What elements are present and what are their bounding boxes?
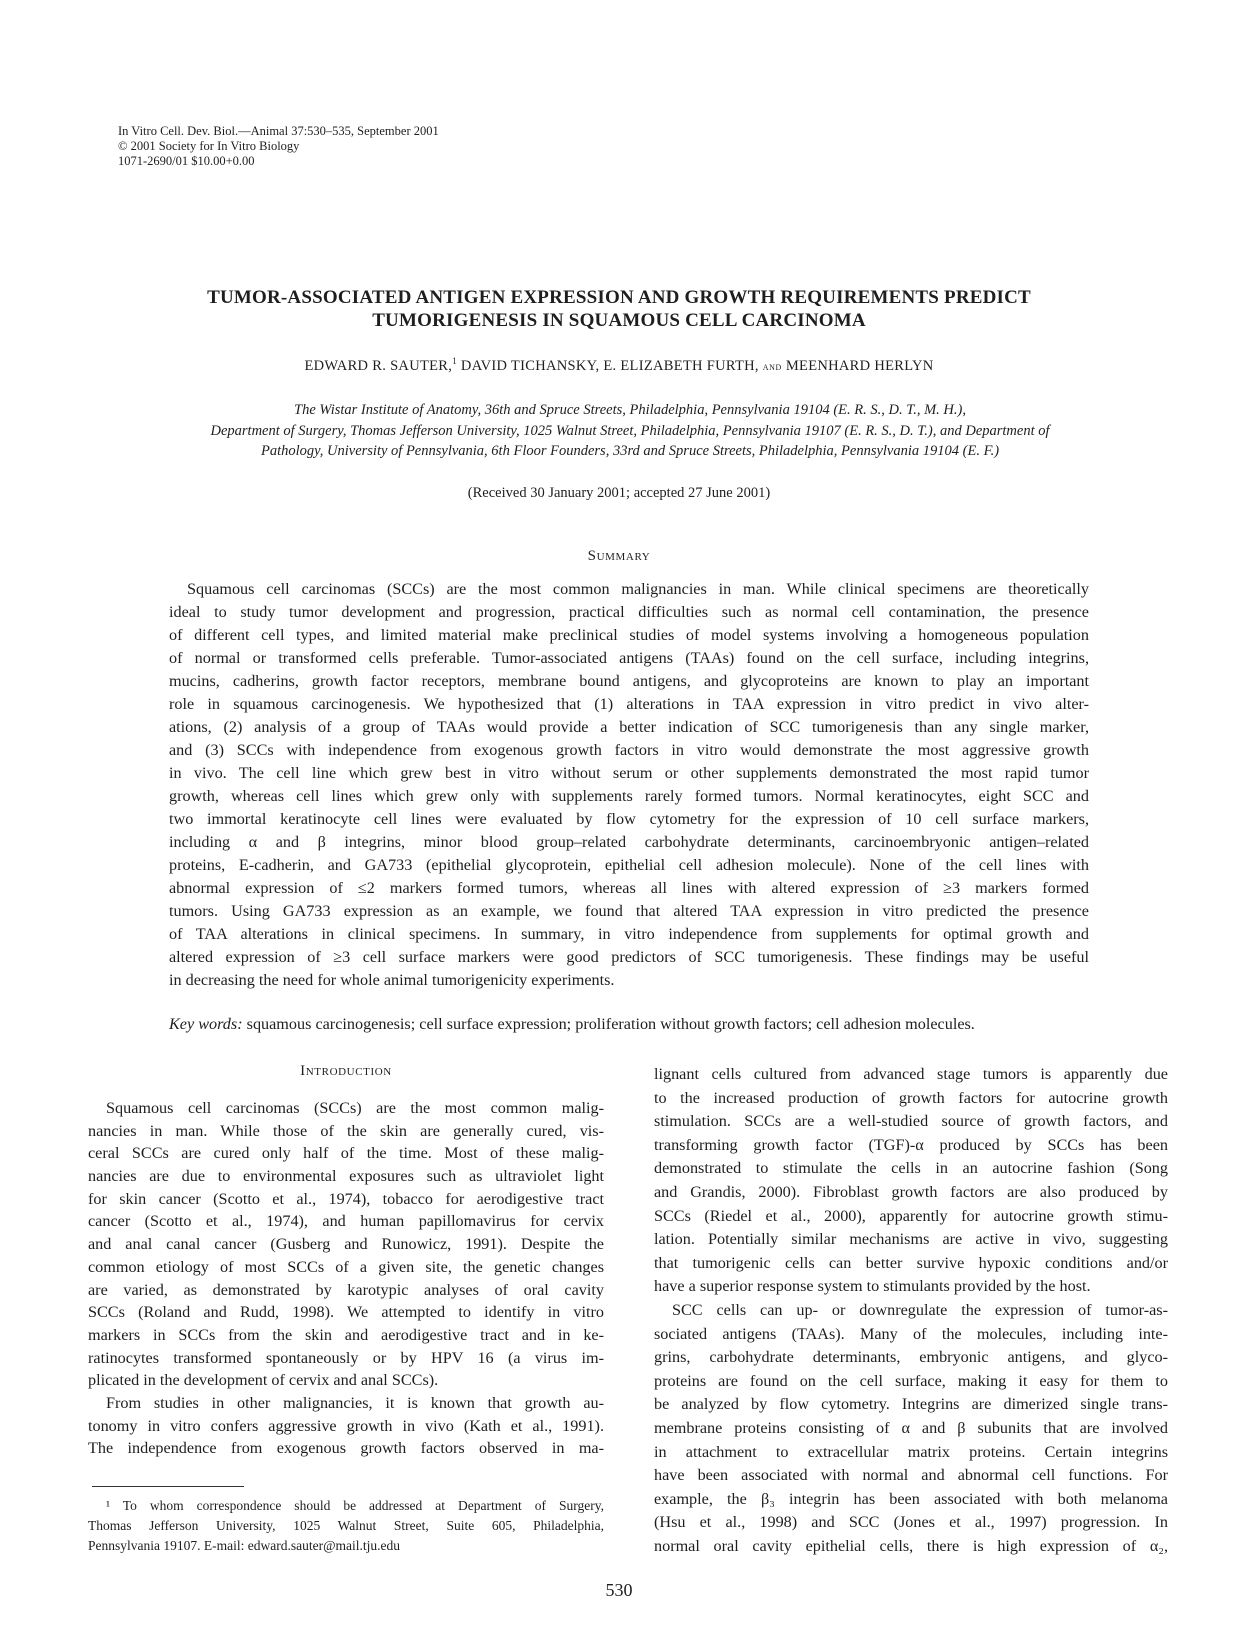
text-line: lation. Potentially similar mechanisms are active in vivo, suggesting	[654, 1230, 1168, 1249]
summary-line: and (3) SCCs with independence from exogenous growth factors in vitro would demonstrate the most aggressive growth	[169, 741, 1089, 759]
text-line: markers in SCCs from the skin and aerodigestive tract and in ke-	[88, 1325, 604, 1344]
text-line: example, the β₃ integrin has been associated with both melanoma	[654, 1489, 1168, 1508]
text-line: nancies in man. While those of the skin are generally cured, vis-	[88, 1121, 604, 1140]
text-line: common etiology of most SCCs of a given site, the genetic changes	[88, 1257, 604, 1276]
summary-line: in vivo. The cell line which grew best in vitro without serum or other supplements demonstrated the most rapid tumor	[169, 764, 1089, 782]
text-line: Squamous cell carcinomas (SCCs) are the most common malig-	[106, 1099, 604, 1117]
title-line-2: TUMORIGENESIS IN SQUAMOUS CELL CARCINOMA	[372, 310, 866, 331]
summary-text	[169, 578, 1089, 992]
text-line: that tumorigenic cells can better survive hypoxic conditions and/or	[654, 1253, 1168, 1272]
introduction-heading: Introduction	[300, 1063, 392, 1079]
footnote	[88, 1496, 604, 1556]
summary-line: abnormal expression of ≤2 markers formed tumors, whereas all lines with altered expression of ≥3 markers formed	[169, 879, 1089, 897]
text-line: plicated in the development of cervix and anal SCCs).	[88, 1371, 439, 1390]
summary-line: growth, whereas cell lines which grew only with supplements rarely formed tumors. Normal keratinocytes, eight SCC and	[169, 787, 1089, 805]
keywords-text: squamous carcinogenesis; cell surface expression; proliferation without growth factors; cell adhesion molecules.	[242, 1015, 975, 1033]
affiliation-line: Pathology, University of Pennsylvania, 6th Floor Founders, 33rd and Spruce Streets, Philadelphia, Pennsylvania 19104 (E. F.)	[260, 443, 1000, 459]
text-line: demonstrated to stimulate the cells in an autocrine fashion (Song	[654, 1159, 1168, 1178]
author-last: MEENHARD HERLYN	[781, 357, 934, 374]
summary-line: two immortal keratinocyte cell lines were evaluated by flow cytometry for the expression of 10 cell surface markers,	[169, 810, 1089, 828]
text-line: SCC cells can up- or downregulate the expression of tumor-as-	[672, 1300, 1168, 1319]
text-line: and Grandis, 2000). Fibroblast growth factors are also produced by	[654, 1182, 1168, 1201]
text-line: nancies are due to environmental exposures such as ultraviolet light	[88, 1167, 604, 1186]
text-line: grins, carbohydrate determinants, embryonic antigens, and glyco-	[654, 1348, 1168, 1367]
journal-header	[118, 124, 439, 169]
text-line: have a superior response system to stimulants provided by the host.	[654, 1277, 1091, 1296]
text-line: transforming growth factor (TGF)-α produced by SCCs has been	[654, 1135, 1168, 1154]
text-line: normal oral cavity epithelial cells, there is high expression of α₂,	[654, 1536, 1168, 1555]
footnote-line: Thomas Jefferson University, 1025 Walnut Street, Suite 605, Philadelphia,	[88, 1518, 604, 1533]
affiliation-line: Department of Surgery, Thomas Jefferson University, 1025 Walnut Street, Philadelphia, Pennsylvania 19107 (E. R. S., D. T.), and Department of	[210, 422, 1050, 439]
text-line: SCCs (Riedel et al., 2000), apparently for autocrine growth stimu-	[654, 1206, 1168, 1225]
footnote-mark: 1	[452, 356, 457, 366]
summary-line: of different cell types, and limited material make preclinical studies of model systems involving a homogeneous population	[169, 626, 1089, 644]
author-1: EDWARD R. SAUTER,	[304, 357, 453, 374]
author-list	[0, 356, 1238, 375]
text-line: membrane proteins consisting of α and β subunits that are involved	[654, 1418, 1168, 1437]
text-line: tonomy in vitro confers aggressive growth in vivo (Kath et al., 1991).	[88, 1416, 604, 1435]
text-line: be analyzed by flow cytometry. Integrins are dimerized single trans-	[654, 1395, 1168, 1414]
title-line-1: TUMOR-ASSOCIATED ANTIGEN EXPRESSION AND GROWTH REQUIREMENTS PREDICT	[207, 287, 1031, 308]
summary-line: ideal to study tumor development and progression, practical difficulties such as normal cell contamination, the presence	[169, 603, 1089, 621]
article-title	[0, 286, 1238, 332]
text-line: lignant cells cultured from advanced stage tumors is apparently due	[654, 1065, 1168, 1083]
summary-line: mucins, cadherins, growth factor receptors, membrane bound antigens, and glycoproteins are known to play an important	[169, 672, 1089, 690]
keywords-label: Key words:	[169, 1015, 243, 1033]
text-line: ratinocytes transformed spontaneously or by HPV 16 (a virus im-	[88, 1348, 604, 1367]
text-line: sociated antigens (TAAs). Many of the molecules, including inte-	[654, 1324, 1168, 1343]
summary-line: Squamous cell carcinomas (SCCs) are the most common malignancies in man. While clinical specimens are theoretically	[187, 580, 1089, 598]
copyright-line: © 2001 Society for In Vitro Biology	[118, 139, 300, 153]
text-line: in attachment to extracellular matrix proteins. Certain integrins	[654, 1442, 1168, 1461]
authors-2: DAVID TICHANSKY, E. ELIZABETH FURTH,	[457, 357, 763, 374]
text-line: are varied, as demonstrated by karotypic analyses of oral cavity	[88, 1280, 604, 1299]
keywords	[169, 1013, 1089, 1036]
text-line: proteins are found on the cell surface, making it easy for them to	[654, 1371, 1168, 1390]
text-line: have been associated with normal and abnormal cell functions. For	[654, 1466, 1168, 1485]
summary-line: tumors. Using GA733 expression as an example, we found that altered TAA expression in vitro predicted the presence	[169, 902, 1089, 920]
text-line: From studies in other malignancies, it is known that growth au-	[106, 1393, 604, 1412]
journal-citation: In Vitro Cell. Dev. Biol.—Animal 37:530–535, September 2001	[118, 124, 439, 138]
summary-line: role in squamous carcinogenesis. We hypothesized that (1) alterations in TAA expression in vitro predict in vivo alter-	[169, 695, 1089, 713]
summary-line: of normal or transformed cells preferable. Tumor-associated antigens (TAAs) found on the cell surface, including integrins,	[169, 649, 1089, 667]
right-column	[654, 1063, 1168, 1558]
text-line: and anal canal cancer (Gusberg and Runowicz, 1991). Despite the	[88, 1235, 604, 1254]
summary-line: including α and β integrins, minor blood group–related carbohydrate determinants, carcinoembryonic antigen–related	[169, 833, 1089, 851]
and-word: and	[762, 358, 782, 373]
text-line: SCCs (Roland and Rudd, 1998). We attempted to identify in vitro	[88, 1303, 604, 1322]
text-line: ceral SCCs are cured only half of the time. Most of these malig-	[88, 1144, 604, 1163]
text-line: for skin cancer (Scotto et al., 1974), tobacco for aerodigestive tract	[88, 1189, 604, 1208]
affiliation-line: The Wistar Institute of Anatomy, 36th and Spruce Streets, Philadelphia, Pennsylvania 19104 (E. R. S., D. T., M. H.),	[294, 402, 966, 418]
page-number: 530	[605, 1580, 633, 1600]
footnote-divider	[92, 1486, 244, 1487]
received-dates: (Received 30 January 2001; accepted 27 June 2001)	[467, 485, 771, 501]
text-line: to the increased production of growth factors for autocrine growth	[654, 1088, 1168, 1107]
text-line: The independence from exogenous growth factors observed in ma-	[88, 1439, 604, 1458]
summary-heading: Summary	[587, 548, 651, 564]
affiliations	[150, 400, 1110, 462]
summary-line: of TAA alterations in clinical specimens. In summary, in vitro independence from supplements for optimal growth and	[169, 925, 1089, 943]
text-line: (Hsu et al., 1998) and SCC (Jones et al., 1997) progression. In	[654, 1513, 1168, 1532]
summary-line: altered expression of ≥3 cell surface markers were good predictors of SCC tumorigenesis. These findings may be useful	[169, 948, 1089, 966]
summary-line: proteins, E-cadherin, and GA733 (epithelial glycoprotein, epithelial cell adhesion molecule). None of the cell lines with	[169, 856, 1089, 874]
text-line: stimulation. SCCs are a well-studied source of growth factors, and	[654, 1112, 1168, 1131]
summary-line: ations, (2) analysis of a group of TAAs would provide a better indication of SCC tumorigenesis than any single marker,	[169, 718, 1089, 736]
left-column	[88, 1097, 604, 1460]
footnote-line: ¹ To whom correspondence should be addressed at Department of Surgery,	[106, 1498, 604, 1513]
issn-price-line: 1071-2690/01 $10.00+0.00	[118, 154, 255, 168]
text-line: cancer (Scotto et al., 1974), and human papillomavirus for cervix	[88, 1212, 604, 1231]
footnote-line: Pennsylvania 19107. E-mail: edward.sauter@mail.tju.edu	[88, 1538, 400, 1553]
summary-line: in decreasing the need for whole animal tumorigenicity experiments.	[169, 971, 615, 989]
